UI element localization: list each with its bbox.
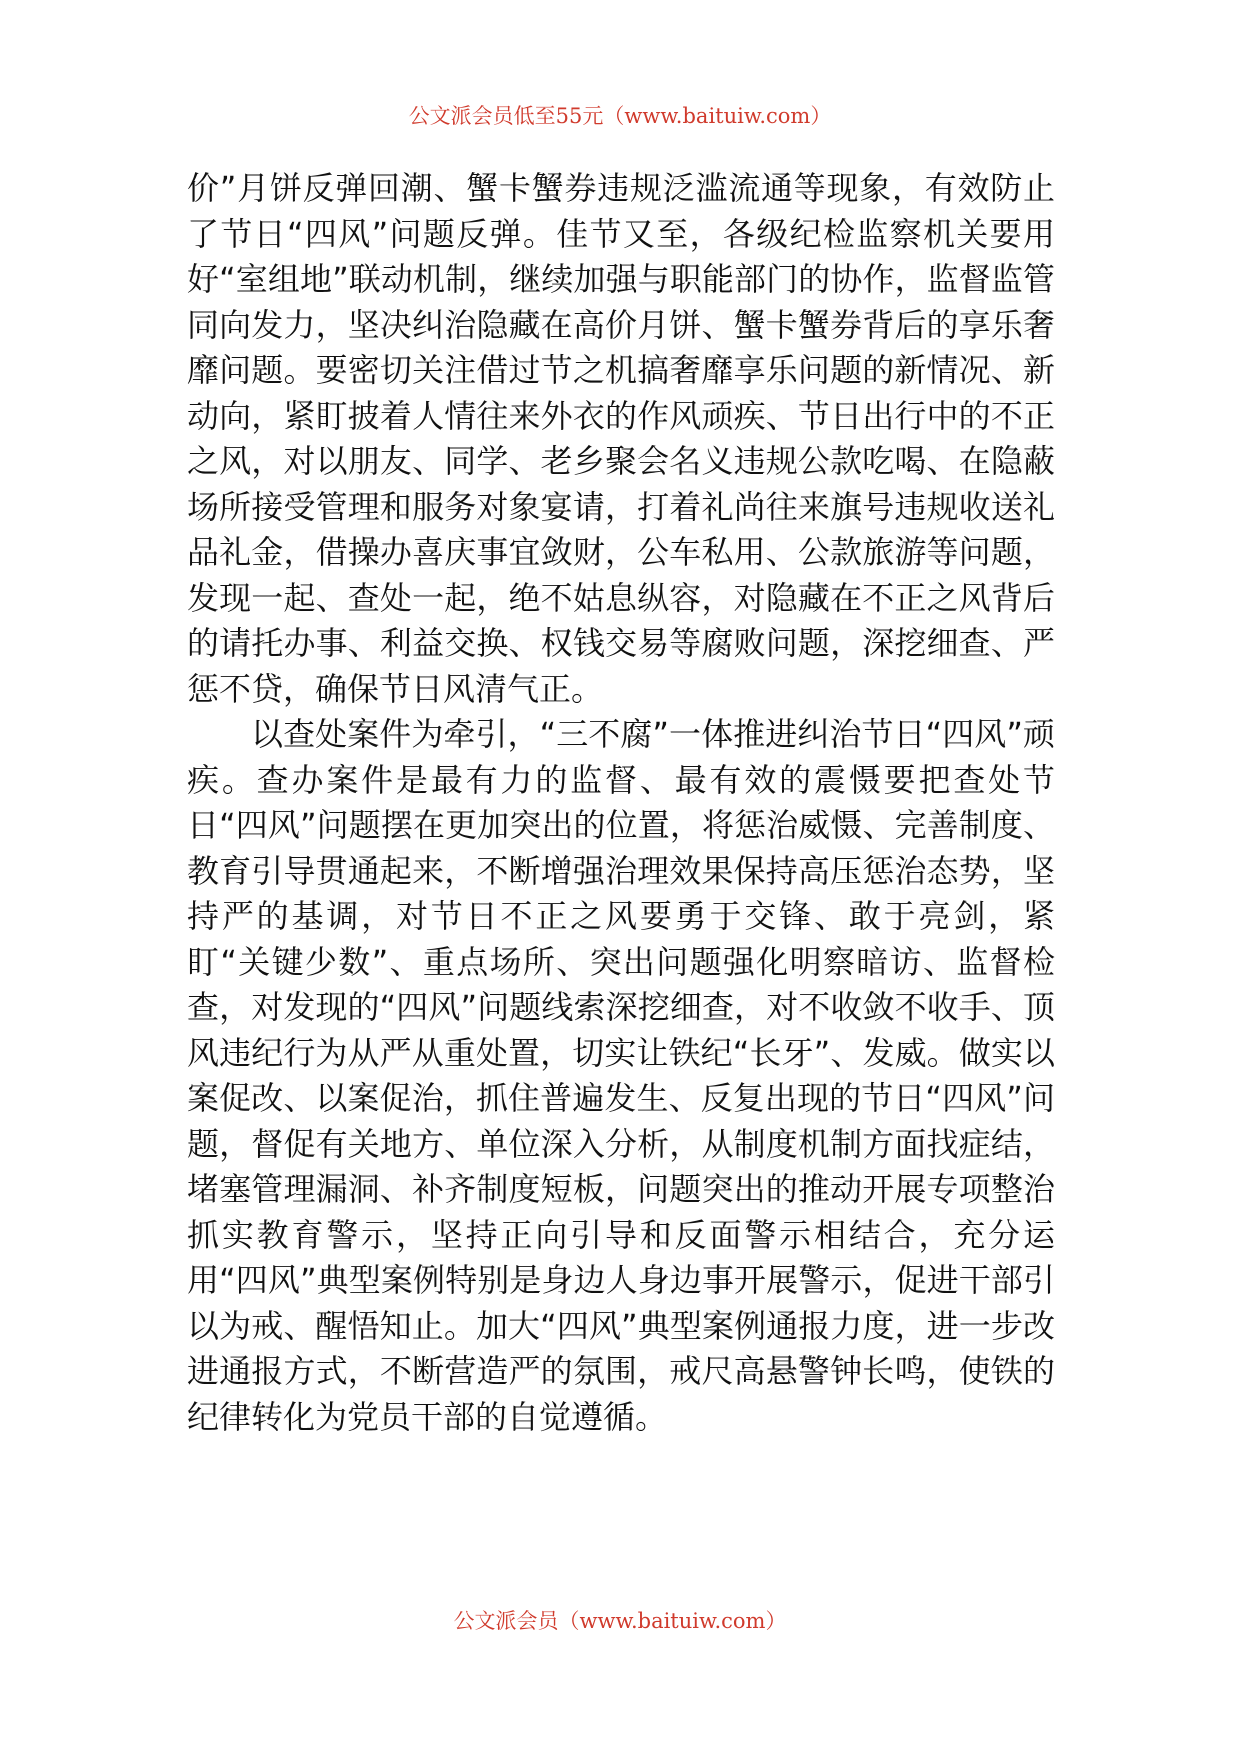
paragraph-case-investigation: 以查处案件为牵引，“三不腐”一体推进纠治节日“四风”顽疾。查办案件是最有力的监督、最有效的震慑要把查处节日“四风”问题摆在更加突出的位置，将惩治威慑、完善制度、教育引导贯通起来，不断增强治理效果保持高压惩治态势，坚持严的基调，对节日不正之风要勇于交锋、敢于亮剑，紧盯“关键少数”、重点场所、突出问题强化明察暗访、监督检查，对发现的“四风”问题线索深挖细查，对不收敛不收手、顶风违纪行为从严从重处置，切实让铁纪“长牙”、发威。做实以案促改、以案促治，抓住普遍发生、反复出现的节日“四风”问题，督促有关地方、单位深入分析，从制度机制方面找症结，堵塞管理漏洞、补齐制度短板，问题突出的推动开展专项整治抓实教育警示，坚持正向引导和反面警示相结合，充分运用“四风”典型案例特别是身边人身边事开展警示，促进干部引以为戒、醒悟知止。加大“四风”典型案例通报力度，进一步改进通报方式，不断营造严的氛围，戒尺高悬警钟长鸣，使铁的纪律转化为党员干部的自觉遵循。: [187, 715, 1055, 1436]
document-body: [187, 166, 1055, 1440]
footer-banner: 公文派会员（www.baituiw.com）: [453, 1609, 787, 1633]
header-banner: 公文派会员低至55元（www.baituiw.com）: [408, 104, 832, 128]
paragraph-continuation: 价”月饼反弹回潮、蟹卡蟹券违规泛滥流通等现象，有效防止了节日“四风”问题反弹。佳节又至，各级纪检监察机关要用好“室组地”联动机制，继续加强与职能部门的协作，监督监管同向发力，坚决纠治隐藏在高价月饼、蟹卡蟹券背后的享乐奢靡问题。要密切关注借过节之机搞奢靡享乐问题的新情况、新动向，紧盯披着人情往来外衣的作风顽疾、节日出行中的不正之风，对以朋友、同学、老乡聚会名义违规公款吃喝、在隐蔽场所接受管理和服务对象宴请，打着礼尚往来旗号违规收送礼品礼金，借操办喜庆事宜敛财，公车私用、公款旅游等问题，发现一起、查处一起，绝不姑息纵容，对隐藏在不正之风背后的请托办事、利益交换、权钱交易等腐败问题，深挖细查、严惩不贷，确保节日风清气正。: [187, 169, 1055, 708]
